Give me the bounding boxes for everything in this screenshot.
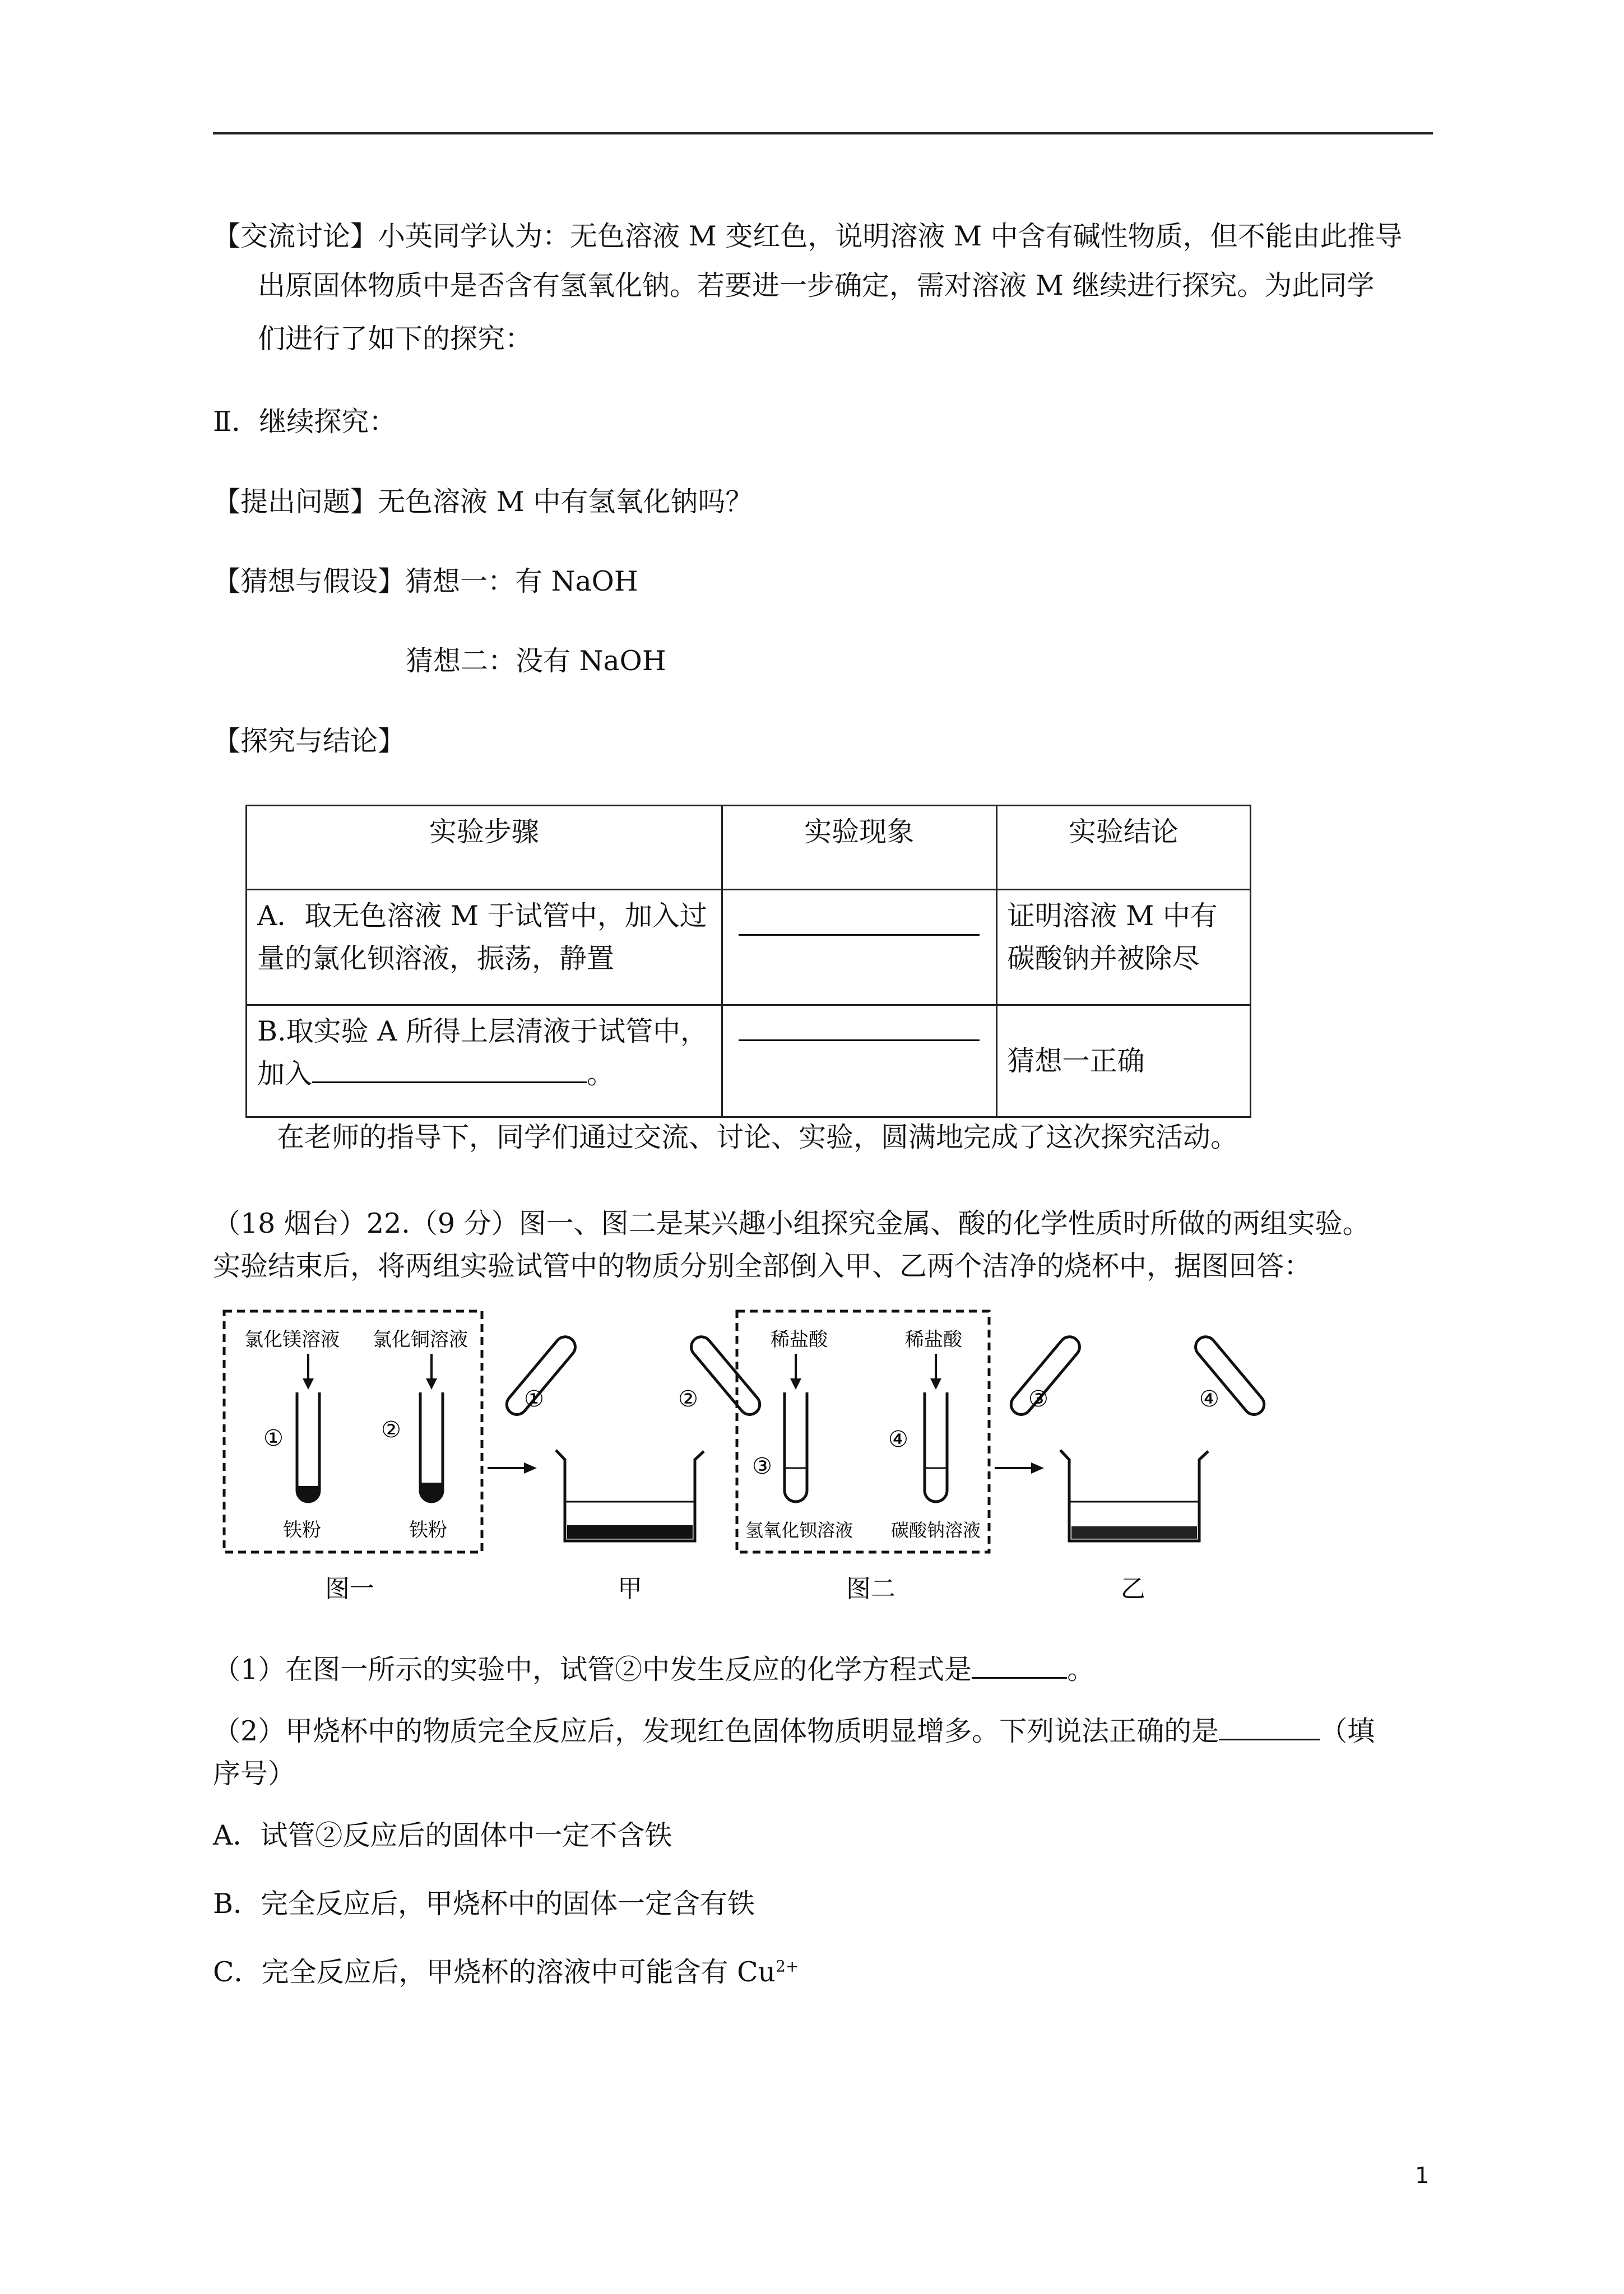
tube-4-label: ④ xyxy=(888,1427,908,1452)
test-tube-4 xyxy=(925,1392,947,1502)
answer-blank xyxy=(739,934,980,936)
caption-jia: 甲 xyxy=(618,1575,642,1603)
pour-tube-1: ① xyxy=(524,1386,544,1412)
option-b: B．完全反应后，甲烧杯中的固体一定含有铁 xyxy=(213,1888,755,1920)
tube-2-label: ② xyxy=(381,1417,401,1443)
fig2-left-bottom: 氢氧化钡溶液 xyxy=(745,1520,853,1541)
option-a: A．试管②反应后的固体中一定不含铁 xyxy=(213,1819,672,1851)
header-rule xyxy=(213,132,1433,134)
pour-tube-2: ② xyxy=(678,1386,698,1412)
row-b-step: B.取实验 A 所得上层清液于试管中， 加入 。 xyxy=(247,1005,722,1117)
subq-2-line-1: （2）甲烧杯中的物质完全反应后，发现红色固体物质明显增多。下列说法正确的是 （填 xyxy=(213,1715,1375,1747)
caption-fig1: 图一 xyxy=(325,1575,374,1603)
pour-tube-4: ④ xyxy=(1199,1386,1219,1412)
fig1-left-label: 氯化镁溶液 xyxy=(244,1329,340,1351)
row-a-step: A．取无色溶液 M 于试管中，加入过 量的氯化钡溶液，振荡，静置 xyxy=(247,890,722,1005)
fig2-left-label: 稀盐酸 xyxy=(771,1329,828,1351)
section-heading: Ⅱ．继续探究： xyxy=(213,406,397,438)
after-table-text: 在老师的指导下，同学们通过交流、讨论、实验，圆满地完成了这次探究活动。 xyxy=(277,1121,1238,1153)
fig2-right-bottom: 碳酸钠溶液 xyxy=(891,1520,981,1541)
caption-yi: 乙 xyxy=(1121,1575,1145,1603)
page-number: 1 xyxy=(1415,2163,1430,2189)
q22-line-2: 实验结束后，将两组实验试管中的物质分别全部倒入甲、乙两个洁净的烧杯中，据图回答： xyxy=(213,1250,1312,1282)
discussion-line-3: 们进行了如下的探究： xyxy=(258,323,533,355)
test-tube-3 xyxy=(785,1392,807,1502)
header-conclusion: 实验结论 xyxy=(996,806,1250,890)
discussion-line-2: 出原固体物质中是否含有氢氧化钠。若要进一步确定，需对溶液 M 继续进行探究。为此同学 xyxy=(258,270,1375,301)
answer-blank xyxy=(312,1081,587,1083)
table-row xyxy=(247,890,1251,1005)
option-c: C．完全反应后，甲烧杯的溶液中可能含有 $Cu^{2+}$ xyxy=(213,1956,799,1988)
experiment-figure xyxy=(213,1300,1278,1625)
header-step: 实验步骤 xyxy=(247,806,722,890)
pour-tube-3: ③ xyxy=(1028,1386,1048,1412)
header-phenomenon: 实验现象 xyxy=(722,806,996,890)
fig1-right-bottom: 铁粉 xyxy=(409,1519,447,1541)
row-a-conclusion: 证明溶液 M 中有 碳酸钠并被除尽 xyxy=(996,890,1250,1005)
caption-fig2: 图二 xyxy=(846,1575,895,1603)
fig1-left-bottom: 铁粉 xyxy=(283,1519,321,1541)
subq-1: （1）在图一所示的实验中，试管②中发生反应的化学方程式是 。 xyxy=(213,1654,1095,1685)
tube-1-label: ① xyxy=(263,1425,284,1451)
q22-line-1: （18 烟台）22.（9 分）图一、图二是某兴趣小组探究金属、酸的化学性质时所做的两组实验。 xyxy=(213,1208,1370,1239)
tube-3-label: ③ xyxy=(752,1454,772,1479)
explore-heading: 【探究与结论】 xyxy=(213,725,406,757)
answer-blank xyxy=(1219,1739,1320,1740)
row-b-conclusion: 猜想一正确 xyxy=(996,1005,1250,1117)
fig1-right-label: 氯化铜溶液 xyxy=(373,1329,468,1351)
fig2-right-label: 稀盐酸 xyxy=(905,1329,962,1351)
question-line: 【提出问题】无色溶液 M 中有氢氧化钠吗？ xyxy=(213,486,753,518)
answer-blank xyxy=(972,1677,1067,1679)
hypothesis-2: 猜想二：没有 NaOH xyxy=(406,645,666,677)
table-header-row xyxy=(247,806,1251,890)
discussion-line-1: 【交流讨论】小英同学认为：无色溶液 M 变红色，说明溶液 M 中含有碱性物质，但不能由此推导 xyxy=(213,220,1403,252)
hypothesis-1: 【猜想与假设】猜想一：有 NaOH xyxy=(213,565,638,597)
subq-2-line-2: 序号） xyxy=(213,1758,296,1790)
experiment-table xyxy=(245,805,1251,1118)
test-tube-1 xyxy=(297,1392,319,1502)
table-row xyxy=(247,1005,1251,1117)
row-a-phenomenon xyxy=(722,890,996,1005)
row-b-phenomenon xyxy=(722,1005,996,1117)
answer-blank xyxy=(739,1039,980,1041)
